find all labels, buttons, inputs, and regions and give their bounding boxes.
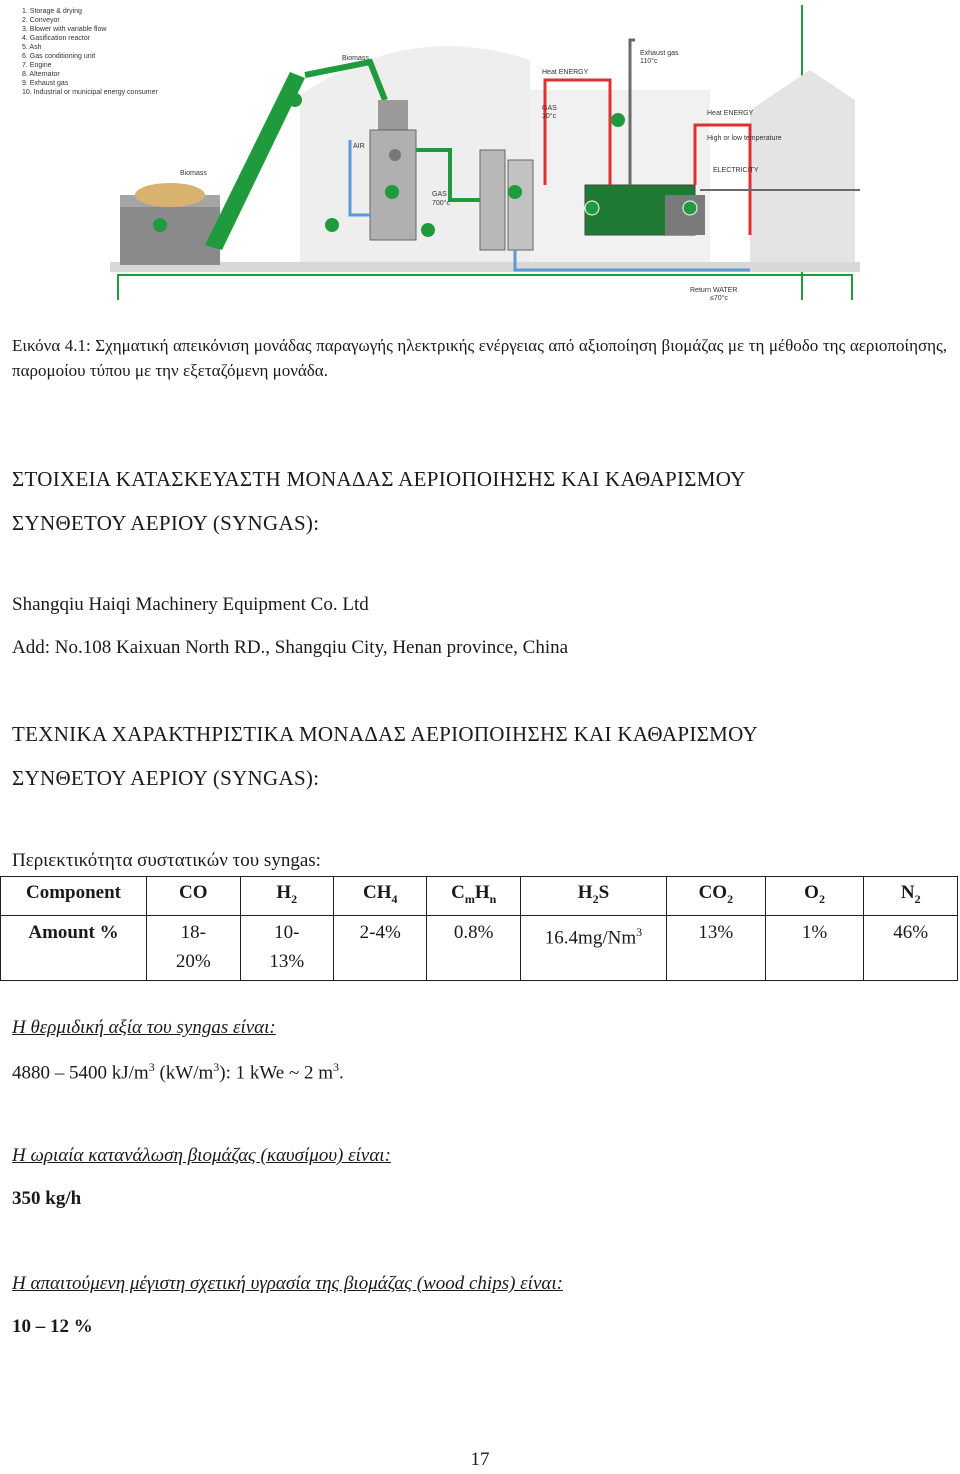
gasification-reactor xyxy=(370,130,416,240)
legend-item: 2. Conveyor xyxy=(22,17,60,24)
legend-item: 4. Gasification reactor xyxy=(22,35,91,42)
humidity-label: Η απαιτούμενη μέγιστη σχετική υγρασία της βιομάζας (wood chips) είναι: xyxy=(12,1273,563,1294)
legend-item: 5. Ash xyxy=(22,44,42,51)
svg-text:GAS: GAS xyxy=(542,105,557,112)
alternator xyxy=(665,195,705,235)
svg-text:High or low temperature: High or low temperature xyxy=(707,135,782,142)
manufacturer-address: Add: No.108 Kaixuan North RD., Shangqiu City, Henan province, China xyxy=(12,637,569,658)
header-h2s: $H_2S$ xyxy=(520,877,666,916)
consumption-value: 350 kg/h xyxy=(12,1188,82,1209)
marker-6 xyxy=(508,185,522,199)
reactor-top xyxy=(378,100,408,130)
marker-3 xyxy=(325,218,339,232)
building-consumer xyxy=(750,70,855,270)
marker-7 xyxy=(585,201,599,215)
header-component: Component xyxy=(1,877,147,916)
svg-text:700°c: 700°c xyxy=(432,200,450,207)
plant-schematic-figure xyxy=(22,0,860,310)
svg-text:Biomass: Biomass xyxy=(180,170,207,177)
value-ch4: 2-4% xyxy=(333,915,426,980)
value-co2: 13% xyxy=(666,915,765,980)
value-cmhn: 0.8% xyxy=(427,915,520,980)
svg-text:Heat ENERGY: Heat ENERGY xyxy=(542,69,589,76)
svg-text:Return WATER: Return WATER xyxy=(690,287,738,294)
storage-bin xyxy=(120,205,220,265)
consumption-label: Η ωριαία κατανάλωση βιομάζας (καυσίμου) είναι: xyxy=(12,1145,391,1166)
value-h2s: 16.4mg/Nm$^3$ xyxy=(520,915,666,980)
heating-value-label: Η θερμιδική αξία του syngas είναι: xyxy=(12,1017,276,1038)
figure-caption: Εικόνα 4.1: Σχηματική απεικόνιση μονάδας παραγωγής ηλεκτρικής ενέργειας από αξιοποίηση βιομάζας με τη μέθοδο της αεριοποίησης, παρομοίου τύπου με την εξεταζόμενη μονάδα. xyxy=(12,336,947,380)
legend-item: 6. Gas conditioning unit xyxy=(22,53,96,60)
value-o2: 1% xyxy=(765,915,864,980)
svg-text:110°c: 110°c xyxy=(640,58,658,65)
page-number: 17 xyxy=(470,1449,490,1470)
legend-item: 10. Industrial or municipal energy consumer xyxy=(22,89,158,96)
marker-5 xyxy=(421,223,435,237)
conditioning-tower-b xyxy=(508,160,533,250)
row-label: Amount % xyxy=(1,915,147,980)
table-row xyxy=(1,915,958,980)
header-o2: $O_2$ xyxy=(765,877,864,916)
header-ch4: $CH_4$ xyxy=(333,877,426,916)
header-n2: $N_2$ xyxy=(864,877,958,916)
header-cmhn: $C_mH_n$ xyxy=(427,877,520,916)
svg-text:ELECTRICITY: ELECTRICITY xyxy=(713,167,759,174)
syngas-composition-table xyxy=(0,876,958,981)
value-co: 18- 20% xyxy=(147,915,240,980)
frame-bottom xyxy=(118,275,852,300)
legend-item: 8. Alternator xyxy=(22,71,60,78)
technical-heading-line1: ΤΕΧΝΙΚΑ ΧΑΡΑΚΤΗΡΙΣΤΙΚΑ ΜΟΝΑΔΑΣ ΑΕΡΙΟΠΟΙΗΣΗΣ ΚΑΙ ΚΑΘΑΡΙΣΜΟΥ xyxy=(12,722,759,746)
manufacturer-heading-line1: ΣΤΟΙΧΕΙΑ ΚΑΤΑΣΚΕΥΑΣΤΗ ΜΟΝΑΔΑΣ ΑΕΡΙΟΠΟΙΗΣΗΣ ΚΑΙ ΚΑΘΑΡΙΣΜΟΥ xyxy=(12,467,746,491)
marker-1 xyxy=(153,218,167,232)
biomass-pile xyxy=(135,183,205,207)
svg-text:GAS: GAS xyxy=(432,191,447,198)
value-n2: 46% xyxy=(864,915,958,980)
legend-item: 3. Blower with variable flow xyxy=(22,26,107,33)
table-header-row xyxy=(1,877,958,916)
marker-2 xyxy=(288,93,302,107)
conditioning-tower-a xyxy=(480,150,505,250)
marker-9 xyxy=(611,113,625,127)
svg-text:Exhaust gas: Exhaust gas xyxy=(640,50,679,57)
technical-heading-line2: ΣΥΝΘΕΤΟΥ ΑΕΡΙΟΥ (SYNGAS): xyxy=(12,766,320,790)
header-co2: $CO_2$ xyxy=(666,877,765,916)
value-h2: 10- 13% xyxy=(240,915,333,980)
header-co: CO xyxy=(147,877,240,916)
manufacturer-company: Shangqiu Haiqi Machinery Equipment Co. Ltd xyxy=(12,594,369,615)
legend-item: 9. Exhaust gas xyxy=(22,80,69,87)
humidity-value: 10 – 12 % xyxy=(12,1316,93,1337)
composition-label: Περιεκτικότητα συστατικών του syngas: xyxy=(12,850,321,871)
marker-4 xyxy=(385,185,399,199)
manufacturer-heading-line2: ΣΥΝΘΕΤΟΥ ΑΕΡΙΟΥ (SYNGAS): xyxy=(12,511,320,535)
svg-text:≤70°c: ≤70°c xyxy=(710,295,728,302)
svg-text:AIR: AIR xyxy=(353,143,365,150)
legend-item: 1. Storage & drying xyxy=(22,8,82,15)
marker-8 xyxy=(683,201,697,215)
legend-item: 7. Engine xyxy=(22,62,52,69)
svg-text:10°c: 10°c xyxy=(542,113,557,120)
plant-schematic-drawing xyxy=(110,0,860,310)
heating-value: 4880 – 5400 $kJ/m^3$ $(kW/m^3)$: 1 kWe ~ 2 $m^3$. xyxy=(12,1060,344,1084)
svg-text:Heat ENERGY: Heat ENERGY xyxy=(707,110,754,117)
header-h2: $H_2$ xyxy=(240,877,333,916)
svg-text:Biomass: Biomass xyxy=(342,55,369,62)
